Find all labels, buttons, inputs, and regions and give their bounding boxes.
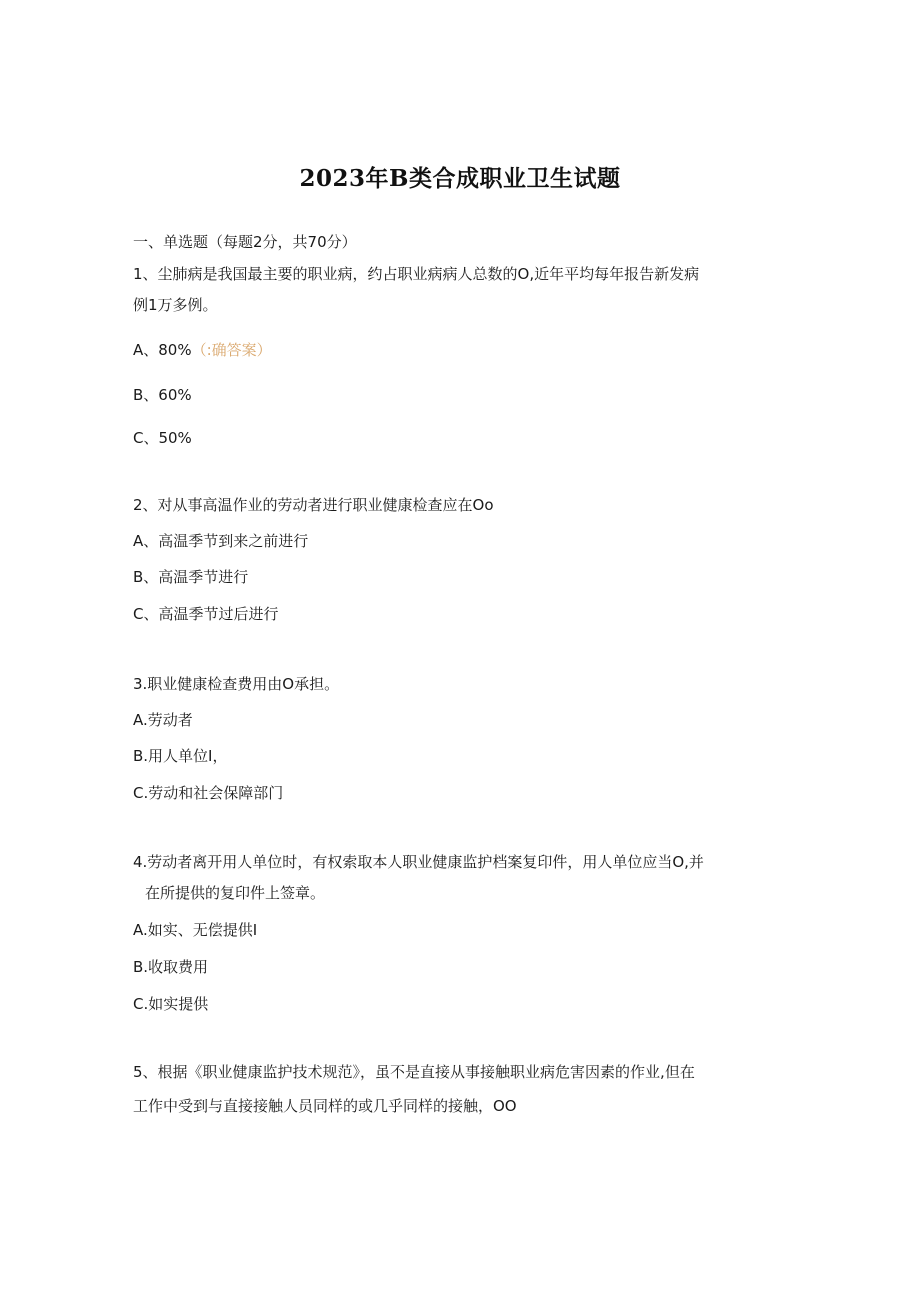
question-1-option-c: C、50% (133, 429, 192, 447)
question-2-option-a: A、高温季节到来之前进行 (133, 532, 309, 550)
question-5-stem-line-2: 工作中受到与直接接触人员同样的或几乎同样的接触，OO (133, 1097, 517, 1115)
question-4-stem-line-2: 在所提供的复印件上签章。 (145, 884, 326, 902)
question-4-option-b: B.收取费用 (133, 958, 209, 976)
question-2-stem-line-1: 2、对从事高温作业的劳动者进行职业健康检查应在Oo (133, 496, 494, 514)
question-2-option-b: B、高温季节进行 (133, 568, 249, 586)
question-4-option-c: C.如实提供 (133, 995, 209, 1013)
question-3-option-b: B.用人单位I， (133, 747, 228, 765)
question-1-option-b: B、60% (133, 386, 192, 404)
section-heading: 一、单选题（每题2分，共70分） (133, 233, 357, 251)
question-3-stem-line-1: 3.职业健康检查费用由O承担。 (133, 675, 340, 693)
page-title: 2023年B类合成职业卫生试题 (299, 165, 621, 192)
option-a-text: A、80% (133, 341, 192, 359)
correct-answer-note: （:确答案） (191, 341, 272, 359)
question-1-stem-line-2: 例1万多例。 (133, 296, 218, 314)
question-3-option-a: A.劳动者 (133, 711, 193, 729)
question-1-option-a (133, 340, 272, 360)
question-3-option-c: C.劳动和社会保障部门 (133, 784, 284, 802)
question-5-stem-line-1: 5、根据《职业健康监护技术规范》，虽不是直接从事接触职业病危害因素的作业,但在 (133, 1063, 695, 1081)
question-4-stem-line-1: 4.劳动者离开用人单位时，有权索取本人职业健康监护档案复印件，用人单位应当O,并 (133, 853, 704, 871)
question-4-option-a: A.如实、无偿提供I (133, 921, 258, 939)
question-2-option-c: C、高温季节过后进行 (133, 605, 279, 623)
question-1-stem-line-1: 1、尘肺病是我国最主要的职业病，约占职业病病人总数的O,近年平均每年报告新发病 (133, 265, 700, 283)
